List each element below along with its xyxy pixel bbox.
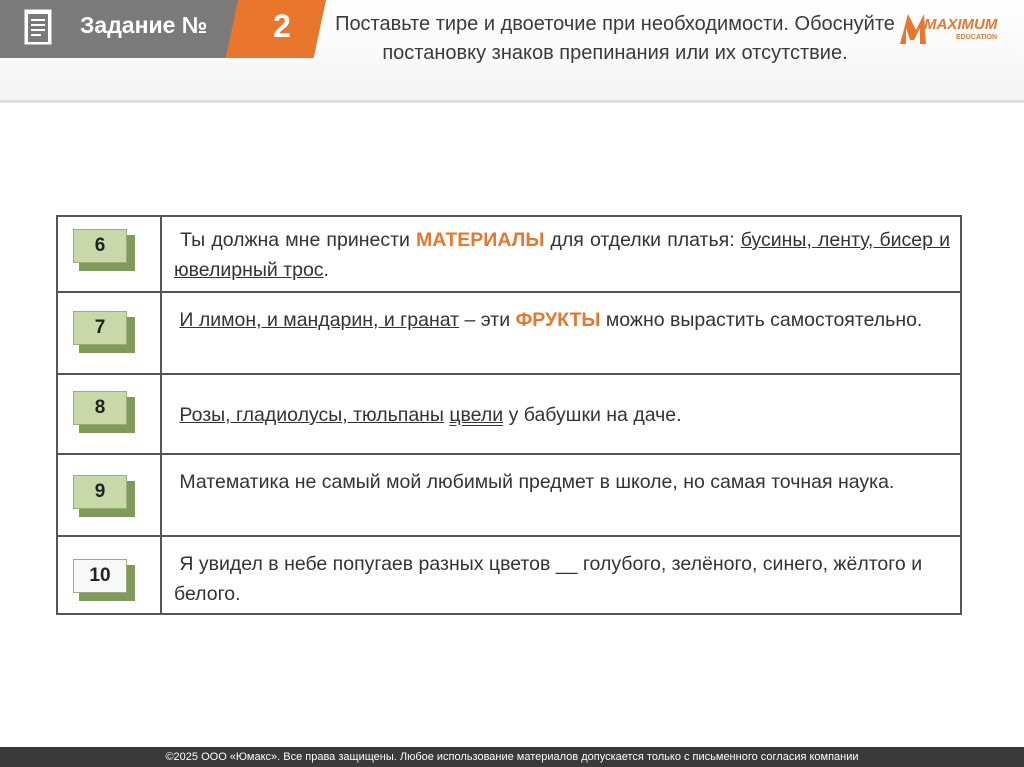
header-divider — [0, 100, 1024, 103]
table-row — [56, 373, 962, 455]
number-badge — [73, 475, 131, 511]
sentence-text: Я увидел в небе попугаев разных цветов __ голубого, зелёного, синего, жёлтого и белого. — [174, 553, 923, 605]
sentence-text: Розы, гладиолусы, тюльпаны цвели у бабушки на даче. — [179, 404, 682, 426]
document-icon — [22, 8, 56, 48]
row-number: 6 — [73, 229, 127, 263]
table-row — [56, 215, 962, 293]
maximum-logo — [898, 10, 1016, 50]
number-badge — [73, 391, 131, 427]
row-number: 9 — [73, 475, 127, 509]
number-badge — [73, 559, 131, 595]
task-banner — [0, 0, 330, 58]
table-row — [56, 453, 962, 537]
number-cell — [58, 293, 162, 373]
task-number: 2 — [273, 8, 291, 44]
task-label: Задание № — [80, 12, 208, 38]
sentence-text: Ты должна мне принести МАТЕРИАЛЫ для отделки платья: бусины, ленту, бисер и ювелирный трос. — [174, 229, 950, 281]
sentence-text: И лимон, и мандарин, и гранат – эти ФРУКТЫ можно вырастить самостоятельно. — [179, 309, 923, 331]
number-badge — [73, 229, 131, 265]
sentence-text: Математика не самый мой любимый предмет в школе, но самая точная наука. — [179, 471, 895, 493]
table-row — [56, 291, 962, 375]
footer-copyright: ©2025 ООО «Юмакс». Все права защищены. Любое использование материалов допускается только с письменного согласия компании — [0, 747, 1024, 767]
logo-subtext: EDUCATION — [956, 34, 998, 41]
row-number: 8 — [73, 391, 127, 425]
number-cell — [58, 455, 162, 535]
number-badge — [73, 311, 131, 347]
row-number: 7 — [73, 311, 127, 345]
page-title: Поставьте тире и двоеточие при необходимости. Обоснуйте постановку знаков препинания или их отсутствие. — [335, 13, 895, 64]
logo-text: MAXIMUM — [924, 16, 998, 33]
number-cell — [58, 217, 162, 291]
row-number: 10 — [73, 559, 127, 593]
table-row — [56, 535, 962, 615]
number-cell — [58, 537, 162, 613]
number-cell — [58, 375, 162, 453]
